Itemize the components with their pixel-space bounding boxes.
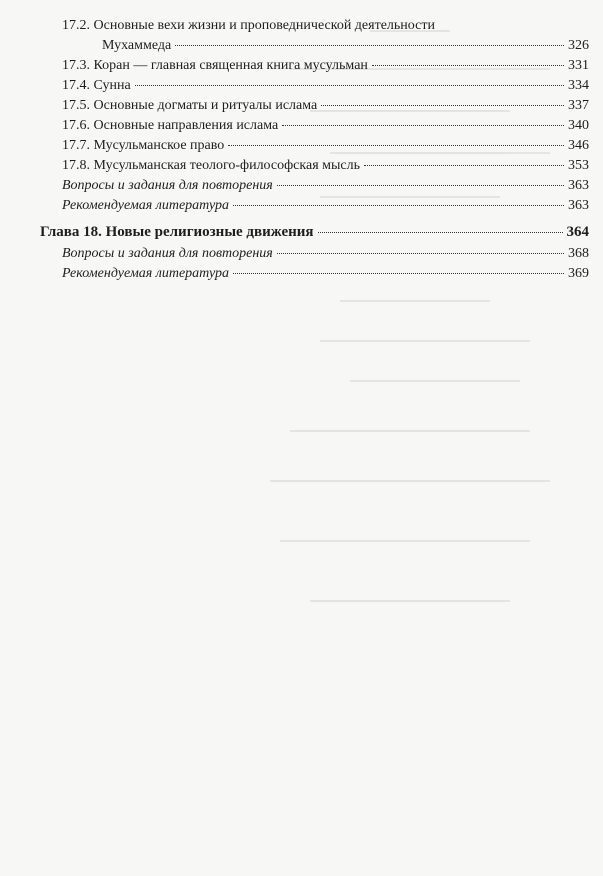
toc-entry-title: 17.3. Коран — главная священная книга мусульман [62, 58, 368, 73]
toc-entry-17-6 [40, 116, 589, 136]
toc-entry-title-line1: 17.2. Основные вехи жизни и проповеднической деятельности [62, 18, 435, 33]
dot-leader [175, 45, 564, 46]
dot-leader [277, 185, 564, 186]
toc-page-number: 337 [568, 98, 589, 113]
toc-entry-17-8 [40, 156, 589, 176]
toc-entry-recommended-literature [40, 196, 589, 216]
toc-page-number: 363 [568, 198, 589, 213]
dot-leader [233, 205, 564, 206]
toc-entry-recommended-literature [40, 264, 589, 284]
toc-chapter-title: Глава 18. Новые религиозные движения [40, 224, 314, 240]
toc-page-number: 368 [568, 246, 589, 261]
table-of-contents [40, 16, 589, 284]
dot-leader [321, 105, 564, 106]
toc-entry-17-4 [40, 76, 589, 96]
toc-page-number: 353 [568, 158, 589, 173]
toc-page-number: 334 [568, 78, 589, 93]
toc-page-number: 364 [566, 224, 589, 240]
toc-entry-17-2 [40, 16, 589, 56]
toc-page-number: 340 [568, 118, 589, 133]
toc-entry-title: Рекомендуемая литература [62, 266, 229, 281]
toc-entry-17-3 [40, 56, 589, 76]
toc-page-number: 369 [568, 266, 589, 281]
toc-page-number: 363 [568, 178, 589, 193]
toc-page-number: 331 [568, 58, 589, 73]
dot-leader [372, 65, 564, 66]
dot-leader [282, 125, 564, 126]
toc-page-number: 326 [568, 38, 589, 53]
toc-entry-title: 17.5. Основные догматы и ритуалы ислама [62, 98, 318, 113]
dot-leader [277, 253, 564, 254]
toc-entry-review-questions [40, 244, 589, 264]
dot-leader [135, 85, 564, 86]
dot-leader [233, 273, 564, 274]
dot-leader [228, 145, 564, 146]
toc-entry-title: Мухаммеда [102, 38, 172, 53]
toc-entry-17-5 [40, 96, 589, 116]
toc-entry-title: 17.7. Мусульманское право [62, 138, 225, 153]
toc-entry-title: 17.4. Сунна [62, 78, 131, 93]
toc-entry-title: Вопросы и задания для повторения [62, 246, 273, 261]
toc-entry-title: 17.6. Основные направления ислама [62, 118, 279, 133]
toc-entry-title: 17.8. Мусульманская теолого-философская мысль [62, 158, 360, 173]
toc-page-number: 346 [568, 138, 589, 153]
dot-leader [318, 232, 563, 233]
toc-entry-review-questions [40, 176, 589, 196]
toc-chapter-18 [40, 221, 589, 244]
dot-leader [364, 165, 564, 166]
toc-entry-title: Вопросы и задания для повторения [62, 178, 273, 193]
toc-entry-17-7 [40, 136, 589, 156]
toc-entry-title: Рекомендуемая литература [62, 198, 229, 213]
